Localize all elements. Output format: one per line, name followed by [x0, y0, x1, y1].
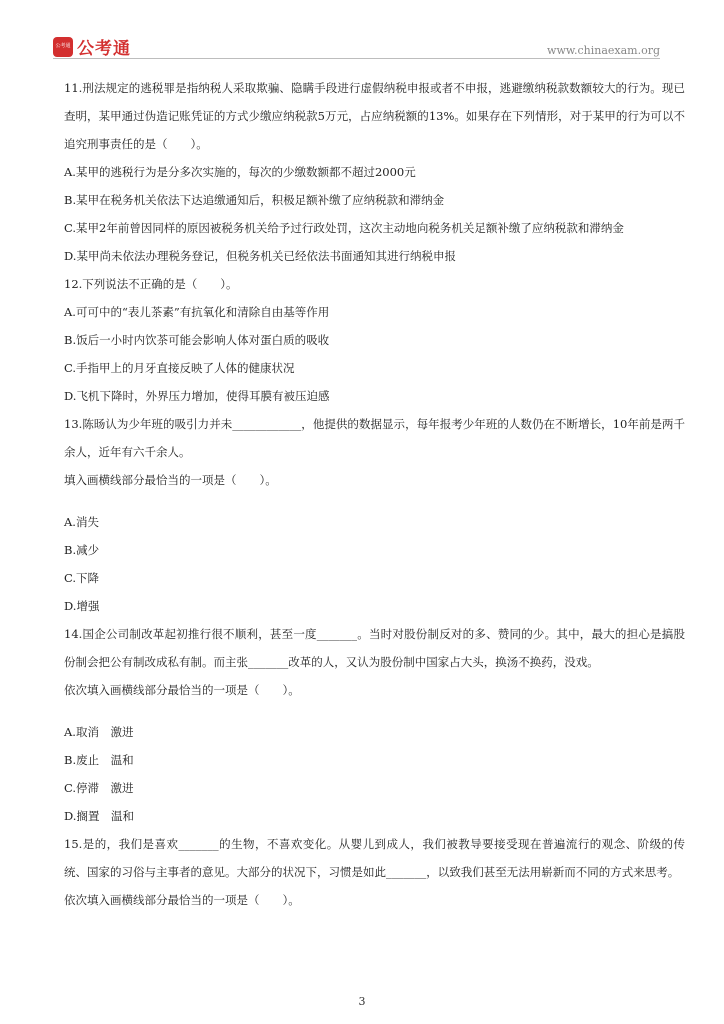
question-12-option-a: A.可可中的“表儿茶素”有抗氧化和清除自由基等作用	[64, 305, 330, 319]
question-14-option-b: B.废止 温和	[64, 753, 134, 767]
question-14-option-a: A.取消 激进	[64, 725, 134, 739]
brand-logo[interactable]	[53, 34, 131, 59]
question-15-stem: 15.是的，我们是喜欢_______的生物，不喜欢变化。从婴儿到成人，我们被教导要接受现在普遍流行的观念、阶级的传统、国家的习俗与主事者的意见。大部分的状况下，习惯是如此_______，以致我们甚至无法用崭新而不同的方式来思考。	[64, 837, 685, 879]
question-11-option-b: B.某甲在税务机关依法下达追缴通知后，积极足额补缴了应纳税款和滞纳金	[64, 193, 445, 207]
question-12-stem: 12.下列说法不正确的是（ ）。	[64, 277, 238, 291]
logo-badge-icon: 公考通	[53, 37, 73, 57]
question-13-option-a: A.消失	[64, 515, 99, 529]
spacer	[42, 704, 685, 718]
site-url[interactable]: www.chinaexam.org	[547, 44, 660, 57]
document-body	[42, 74, 685, 914]
question-11-option-a: A.某甲的逃税行为是分多次实施的，每次的少缴数额都不超过2000元	[64, 165, 416, 179]
question-11-option-d: D.某甲尚未依法办理税务登记，但税务机关已经依法书面通知其进行纳税申报	[64, 249, 456, 263]
question-13-option-b: B.减少	[64, 543, 100, 557]
question-14-option-c: C.停滞 激进	[64, 781, 134, 795]
header-divider	[53, 58, 660, 59]
logo-text: 公考通	[77, 39, 131, 59]
spacer	[42, 494, 685, 508]
question-12-option-b: B.饭后一小时内饮茶可能会影响人体对蛋白质的吸收	[64, 333, 330, 347]
question-13-option-d: D.增强	[64, 599, 100, 613]
page-number: 3	[358, 995, 366, 1008]
question-12-option-c: C.手指甲上的月牙直接反映了人体的健康状况	[64, 361, 295, 375]
page-header	[0, 0, 724, 62]
question-13-option-c: C.下降	[64, 571, 100, 585]
question-13-prompt: 填入画横线部分最恰当的一项是（ ）。	[64, 473, 277, 487]
question-14-prompt: 依次填入画横线部分最恰当的一项是（ ）。	[64, 683, 300, 697]
question-14-option-d: D.搁置 温和	[64, 809, 134, 823]
question-14-stem: 14.国企公司制改革起初推行很不顺利，甚至一度_______。当时对股份制反对的多、赞同的少。其中，最大的担心是搞股份制会把公有制改成私有制。而主张_______改革的人，又认为股份制中国家占大头，换汤不换药，没戏。	[64, 627, 685, 669]
question-11-stem: 11.刑法规定的逃税罪是指纳税人采取欺骗、隐瞒手段进行虚假纳税申报或者不申报，逃避缴纳税款数额较大的行为。现已查明，某甲通过伪造记账凭证的方式少缴应纳税款5万元，占应纳税额的13%。如果存在下列情形，对于某甲的行为可以不追究刑事责任的是（ ）。	[64, 81, 685, 151]
question-11-option-c: C.某甲2年前曾因同样的原因被税务机关给予过行政处罚，这次主动地向税务机关足额补缴了应纳税款和滞纳金	[64, 221, 624, 235]
question-15-prompt: 依次填入画横线部分最恰当的一项是（ ）。	[64, 893, 300, 907]
question-12-option-d: D.飞机下降时，外界压力增加，使得耳膜有被压迫感	[64, 389, 330, 403]
question-13-stem: 13.陈旸认为少年班的吸引力并未____________，他提供的数据显示，每年报考少年班的人数仍在不断增长，10年前是两千余人，近年有六千余人。	[64, 417, 685, 459]
